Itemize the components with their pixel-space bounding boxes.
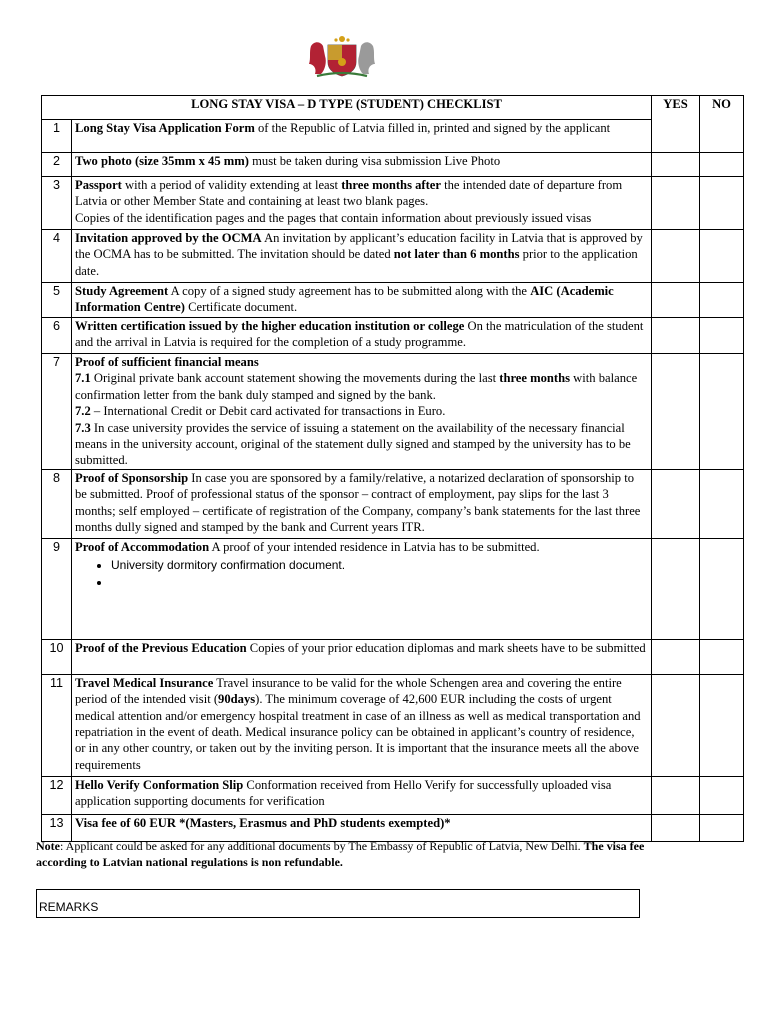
- no-checkbox-cell[interactable]: [700, 674, 744, 776]
- item-text: ). The minimum coverage of 42,600 EUR including the costs of urgent medical attention and/or emergency hospital treatment in case of an illness as well as medical transportation and repatriation in the event of death. Medical insurance policy can be obtained in applicant’s country of residence, or in any other country, or taken out by the inviting person. It is important that the insurance meets all the above requirements: [75, 692, 641, 772]
- row-number: 1: [42, 120, 72, 153]
- checklist-title: LONG STAY VISA – D TYPE (STUDENT) CHECKLIST: [42, 96, 652, 120]
- note-text: : Applicant could be asked for any additional documents by The Embassy of Republic of Latvia, New Delhi.: [60, 839, 584, 853]
- checklist-row-9: [42, 538, 744, 639]
- no-checkbox-cell[interactable]: [700, 469, 744, 538]
- footnote: [36, 838, 676, 870]
- item-emphasis: 90days: [218, 692, 256, 707]
- no-checkbox-cell[interactable]: [700, 814, 744, 841]
- item-title: Proof of the Previous Education: [75, 640, 247, 655]
- row-number: 10: [42, 639, 72, 674]
- row-number: 12: [42, 776, 72, 814]
- no-checkbox-cell[interactable]: [700, 318, 744, 354]
- item-text: On the matriculation of the student and the arrival in Latvia is required for the completion of a study programme.: [75, 319, 644, 350]
- yes-checkbox-cell[interactable]: [652, 639, 700, 674]
- yes-column-header: YES: [652, 96, 700, 153]
- yes-checkbox-cell[interactable]: [652, 230, 700, 283]
- item-text: of the Republic of Latvia filled in, printed and signed by the applicant: [254, 121, 611, 135]
- row-number: 4: [42, 230, 72, 283]
- sub-item-number: 7.1: [75, 371, 91, 386]
- no-checkbox-cell[interactable]: [700, 153, 744, 177]
- row-number: 7: [42, 354, 72, 470]
- yes-checkbox-cell[interactable]: [652, 153, 700, 177]
- row-description: [72, 120, 652, 153]
- row-number: 6: [42, 318, 72, 354]
- item-title: Hello Verify Conformation Slip: [75, 777, 244, 792]
- item-text: In case you are sponsored by a family/relative, a notarized declaration of sponsorship to be submitted. Proof of professional status of the sponsor – contract of employment, pay slips for the last 3 months; self employed – certificate of registration of the Company, company’s bank statements for the last three months dully signed and stamped by the bank and Current years ITR.: [75, 470, 641, 535]
- sub-item-number: 7.2: [75, 404, 91, 419]
- item-text: Travel insurance to be valid for the whole Schengen area and covering the entire period of the intended visit (: [75, 675, 622, 707]
- sub-item-number: 7.3: [75, 420, 91, 435]
- item-text: Copies of your prior education diplomas and mark sheets have to be submitted: [246, 640, 646, 655]
- row-description: [72, 639, 652, 674]
- yes-checkbox-cell[interactable]: [652, 674, 700, 776]
- item-title: Invitation approved by the OCMA: [75, 231, 262, 245]
- row-description: [72, 776, 652, 814]
- checklist-row-1: [42, 120, 744, 153]
- checklist-row-5: [42, 283, 744, 318]
- checklist-row-7: [42, 354, 744, 470]
- row-number: 9: [42, 538, 72, 639]
- note-emphasis: The visa fee according to Latvian national regulations is non refundable.: [36, 839, 645, 869]
- item-text: A copy of a signed study agreement has to be submitted along with the: [168, 284, 531, 298]
- row-number: 11: [42, 674, 72, 776]
- yes-checkbox-cell[interactable]: [652, 318, 700, 354]
- item-title: Passport: [75, 178, 122, 192]
- item-emphasis: AIC (Academic Information Centre): [75, 284, 614, 315]
- remarks-label: REMARKS: [39, 900, 99, 914]
- row-description: [72, 153, 652, 177]
- row-description: [72, 674, 652, 776]
- item-title: Visa fee of 60 EUR: [75, 815, 176, 830]
- item-text: – International Credit or Debit card activated for transactions in Euro.: [90, 404, 446, 419]
- note-label: Note: [36, 839, 60, 853]
- row-description: [72, 469, 652, 538]
- item-text: A proof of your intended residence in Latvia has to be submitted.: [209, 539, 540, 554]
- item-emphasis: *(Masters, Erasmus and PhD students exempted)*: [175, 815, 451, 830]
- item-text: with balance confirmation letter from the bank duly stamped and signed by the bank.: [75, 371, 638, 402]
- item-title: Two photo (size 35mm x 45 mm): [75, 154, 249, 168]
- row-description: [72, 177, 652, 230]
- item-emphasis: three months after: [341, 178, 441, 192]
- item-title: Written certification issued by the higher education institution or college: [75, 319, 465, 333]
- checklist-row-2: [42, 153, 744, 177]
- yes-checkbox-cell[interactable]: [652, 354, 700, 470]
- yes-checkbox-cell[interactable]: [652, 283, 700, 318]
- item-title: Proof of Accommodation: [75, 539, 210, 554]
- no-checkbox-cell[interactable]: [700, 776, 744, 814]
- checklist-row-12: [42, 776, 744, 814]
- row-number: 2: [42, 153, 72, 177]
- no-checkbox-cell[interactable]: [700, 354, 744, 470]
- item-text: Certificate document.: [184, 300, 298, 315]
- row-description: [72, 538, 652, 639]
- row-number: 3: [42, 177, 72, 230]
- list-item: [111, 574, 648, 591]
- row-description: [72, 318, 652, 354]
- item-text: with a period of validity extending at least: [121, 178, 342, 192]
- item-text: Original private bank account statement showing the movements during the last: [90, 371, 500, 386]
- item-text: prior to the application date.: [75, 247, 638, 278]
- row-number: 13: [42, 814, 72, 841]
- item-text: In case university provides the service of issuing a statement on the availability of the necessary financial means in the university account, original of the statement dully signed and stamped by the university has to be submitted.: [75, 420, 631, 468]
- yes-checkbox-cell[interactable]: [652, 538, 700, 639]
- no-column-header: NO: [700, 96, 744, 153]
- row-number: 8: [42, 469, 72, 538]
- item-text: the intended date of departure from Latvia or other Member State and containing at least two blank pages.: [75, 178, 623, 209]
- no-checkbox-cell[interactable]: [700, 538, 744, 639]
- list-item: • University dormitory confirmation document.: [111, 557, 648, 574]
- yes-checkbox-cell[interactable]: [652, 776, 700, 814]
- remarks-box[interactable]: [36, 889, 640, 918]
- no-checkbox-cell[interactable]: [700, 230, 744, 283]
- item-emphasis: not later than 6 months: [393, 247, 520, 262]
- item-text: An invitation by applicant’s education facility in Latvia that is approved by the OCMA has to be submitted. The invitation should be dated: [75, 231, 643, 262]
- item-text: must be taken during visa submission Live Photo: [248, 154, 501, 168]
- item-title: Long Stay Visa Application Form: [75, 121, 255, 135]
- item-emphasis: three months: [499, 371, 571, 386]
- latvia-coat-of-arms-icon: [303, 34, 381, 78]
- row-description: [72, 354, 652, 470]
- item-title: Proof of sufficient financial means: [75, 355, 259, 369]
- item-title: Travel Medical Insurance: [75, 675, 214, 690]
- item-text: Conformation received from Hello Verify for successfully uploaded visa application supporting documents for verification: [75, 777, 612, 809]
- checklist-header-row: [42, 96, 744, 120]
- checklist-row-11: [42, 674, 744, 776]
- checklist-row-3: [42, 177, 744, 230]
- item-title: Proof of Sponsorship: [75, 470, 189, 485]
- item-text: Copies of the identification pages and the pages that contain information about previously issued visas: [75, 210, 592, 225]
- checklist-row-4: [42, 230, 744, 283]
- checklist-row-8: [42, 469, 744, 538]
- row-description: [72, 230, 652, 283]
- item-title: Study Agreement: [75, 284, 169, 298]
- checklist-row-10: [42, 639, 744, 674]
- accommodation-bullet-list: [75, 557, 648, 591]
- yes-checkbox-cell[interactable]: [652, 177, 700, 230]
- checklist-table: [41, 95, 744, 842]
- row-description: [72, 283, 652, 318]
- no-checkbox-cell[interactable]: [700, 177, 744, 230]
- no-checkbox-cell[interactable]: [700, 283, 744, 318]
- row-number: 5: [42, 283, 72, 318]
- yes-checkbox-cell[interactable]: [652, 469, 700, 538]
- checklist-row-6: [42, 318, 744, 354]
- no-checkbox-cell[interactable]: [700, 639, 744, 674]
